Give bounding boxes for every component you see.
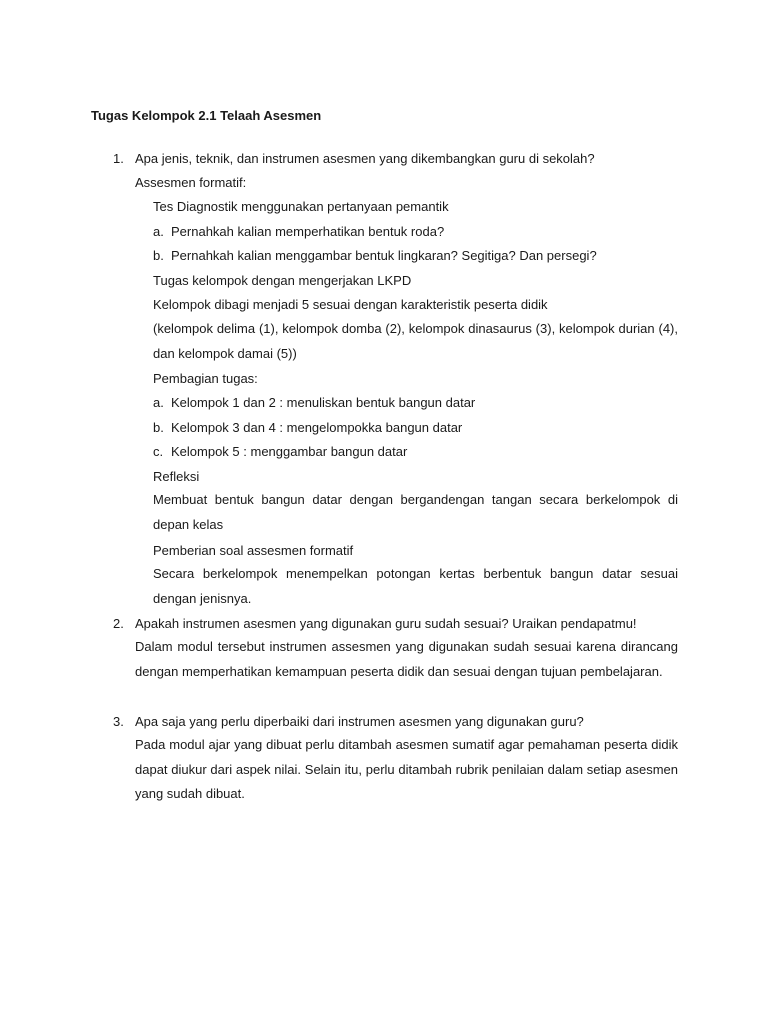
list-text: Kelompok 3 dan 4 : mengelompokka bangun datar <box>171 420 463 435</box>
q3-number: 3. <box>113 714 124 729</box>
q2-number: 2. <box>113 616 124 631</box>
document-title: Tugas Kelompok 2.1 Telaah Asesmen <box>91 108 322 123</box>
q1-group-task: Tugas kelompok dengan mengerjakan LKPD <box>153 273 412 288</box>
q1-reflection-text: Membuat bentuk bangun datar dengan bergandengan tangan secara berkelompok di depan kelas <box>153 492 678 532</box>
list-text: Kelompok 1 dan 2 : menuliskan bentuk bangun datar <box>171 395 476 410</box>
q3-answer: Pada modul ajar yang dibuat perlu ditambah asesmen sumatif agar pemahaman peserta didik dapat diukur dari aspek nilai. Selain itu, perlu ditambah rubrik penilaian dalam setiap asesmen yang sudah dibuat. <box>135 737 678 801</box>
list-text: Kelompok 5 : menggambar bangun datar <box>171 444 408 459</box>
list-text: Pernahkah kalian menggambar bentuk lingkaran? Segitiga? Dan persegi? <box>171 248 597 263</box>
q1-diag-item-b <box>153 247 597 264</box>
q1-formative-text: Secara berkelompok menempelkan potongan kertas berbentuk bangun datar sesuai dengan jenisnya. <box>153 566 678 606</box>
q1-task-item-b <box>153 419 462 436</box>
q1-task-division: Pembagian tugas: <box>153 371 258 386</box>
q2-answer: Dalam modul tersebut instrumen assesmen yang digunakan sudah sesuai karena dirancang dengan memperhatikan kemampuan peserta didik dan sesuai dengan tujuan pembelajaran. <box>135 639 678 679</box>
list-letter: a. <box>153 395 164 410</box>
q1-group-split: Kelompok dibagi menjadi 5 sesuai dengan karakteristik peserta didik <box>153 297 548 312</box>
list-letter: c. <box>153 444 164 459</box>
q1-reflection: Refleksi <box>153 469 200 484</box>
list-letter: b. <box>153 420 164 435</box>
q1-group-names: (kelompok delima (1), kelompok domba (2), kelompok dinasaurus (3), kelompok durian (4), dan kelompok damai (5)) <box>153 321 678 361</box>
list-letter: a. <box>153 224 164 239</box>
q1-task-item-a <box>153 394 475 411</box>
list-text: Pernahkah kalian memperhatikan bentuk roda? <box>171 224 445 239</box>
q1-number: 1. <box>113 151 124 166</box>
q1-task-item-c <box>153 443 407 460</box>
q1-formative-test: Pemberian soal assesmen formatif <box>153 543 354 558</box>
q3-question: Apa saja yang perlu diperbaiki dari instrumen asesmen yang digunakan guru? <box>135 714 584 729</box>
q1-question: Apa jenis, teknik, dan instrumen asesmen yang dikembangkan guru di sekolah? <box>135 151 595 166</box>
q1-diagnostic: Tes Diagnostik menggunakan pertanyaan pemantik <box>153 199 449 214</box>
q2-question: Apakah instrumen asesmen yang digunakan guru sudah sesuai? Uraikan pendapatmu! <box>135 616 637 631</box>
q1-answer-heading: Assesmen formatif: <box>135 175 247 190</box>
q1-diag-item-a <box>153 223 444 240</box>
list-letter: b. <box>153 248 164 263</box>
